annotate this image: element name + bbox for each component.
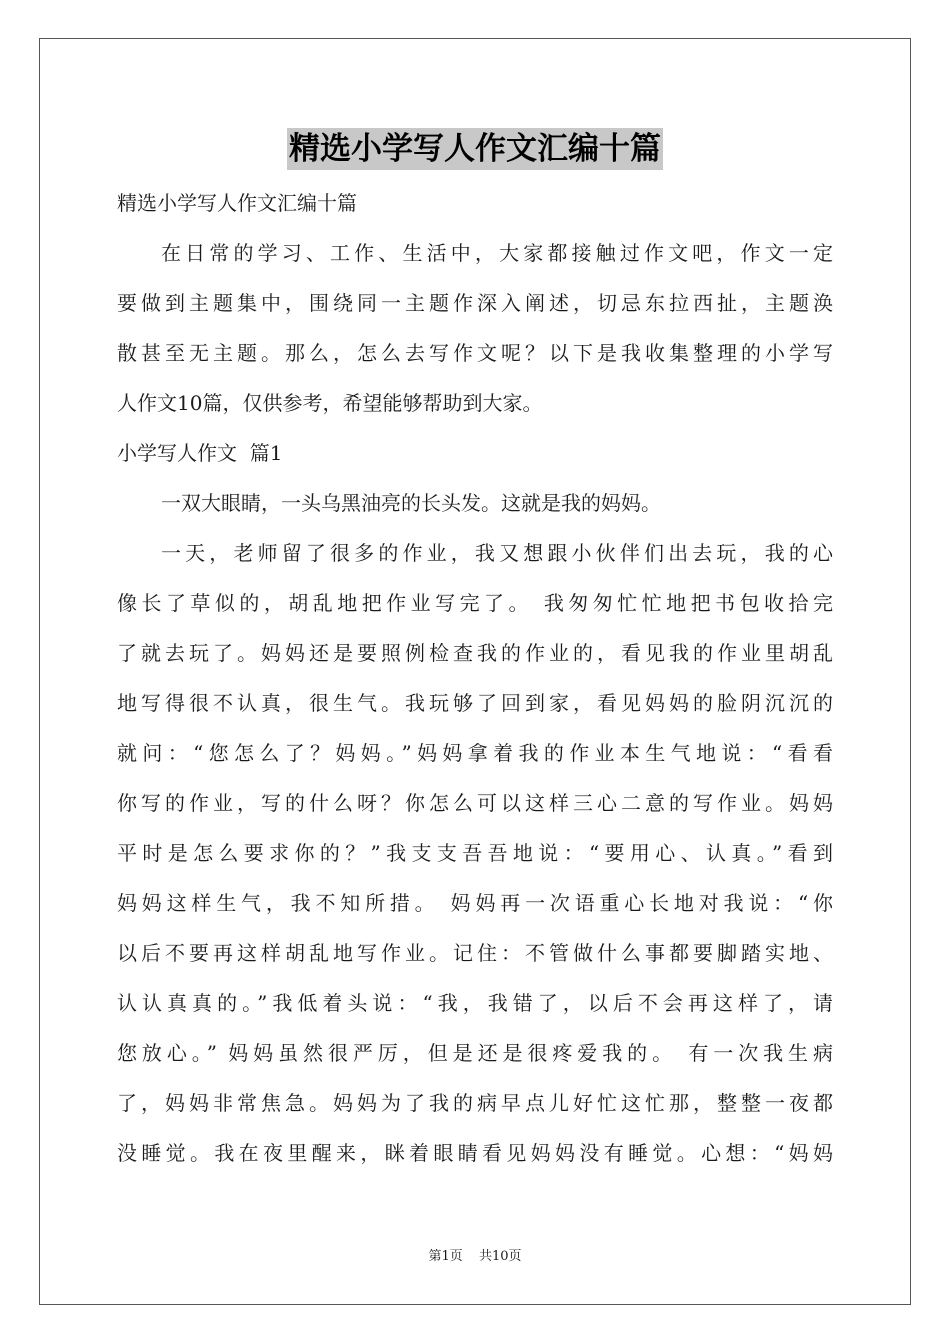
paragraph-line: 以后不要再这样胡乱地写作业。记住：不管做什么事都要脚踏实地、 bbox=[117, 941, 833, 965]
document-title: 精选小学写人作文汇编十篇 bbox=[287, 128, 663, 170]
paragraph-2 bbox=[117, 528, 833, 1178]
paragraph-line: 了就去玩了。妈妈还是要照例检查我的作业的，看见我的作业里胡乱 bbox=[117, 641, 833, 665]
paragraph-line: 像长了草似的，胡乱地把作业写完了。 我匆匆忙忙地把书包收拾完 bbox=[117, 591, 833, 615]
paragraph-line: 妈妈这样生气，我不知所措。 妈妈再一次语重心长地对我说：“你 bbox=[117, 891, 833, 915]
paragraph-1 bbox=[117, 478, 833, 528]
paragraph-line: 您放心。” 妈妈虽然很严厉，但是还是很疼爱我的。 有一次我生病 bbox=[117, 1041, 833, 1065]
intro-line: 要做到主题集中，围绕同一主题作深入阐述，切忌东拉西扯，主题涣 bbox=[117, 291, 833, 315]
title-container bbox=[0, 128, 950, 170]
section-heading: 小学写人作文 篇1 bbox=[117, 441, 283, 465]
page-total: 共10页 bbox=[478, 1249, 522, 1264]
paragraph-line: 没睡觉。我在夜里醒来，眯着眼睛看见妈妈没有睡觉。心想：“妈妈 bbox=[117, 1141, 833, 1165]
paragraph-line: 一双大眼睛，一头乌黑油亮的长头发。这就是我的妈妈。 bbox=[161, 491, 661, 515]
paragraph-line: 了，妈妈非常焦急。妈妈为了我的病早点儿好忙这忙那，整整一夜都 bbox=[117, 1091, 833, 1115]
document-body bbox=[117, 178, 833, 1178]
paragraph-line: 你写的作业，写的什么呀？你怎么可以这样三心二意的写作业。妈妈 bbox=[117, 791, 833, 815]
intro-line: 散甚至无主题。那么，怎么去写作文呢？以下是我收集整理的小学写 bbox=[117, 341, 833, 365]
paragraph-line: 平时是怎么要求你的？”我支支吾吾地说：“要用心、认真。”看到 bbox=[117, 841, 833, 865]
paragraph-line: 一天，老师留了很多的作业，我又想跟小伙伴们出去玩，我的心 bbox=[161, 541, 833, 565]
page-number: 第1页 bbox=[428, 1249, 463, 1264]
intro-paragraph bbox=[117, 228, 833, 428]
paragraph-line: 地写得很不认真，很生气。我玩够了回到家，看见妈妈的脸阴沉沉的 bbox=[117, 691, 833, 715]
page-footer bbox=[0, 1248, 950, 1266]
intro-line: 在日常的学习、工作、生活中，大家都接触过作文吧，作文一定 bbox=[161, 241, 833, 265]
intro-line: 人作文10篇，仅供参考，希望能够帮助到大家。 bbox=[117, 391, 543, 415]
paragraph-line: 就问：“您怎么了？妈妈。”妈妈拿着我的作业本生气地说：“看看 bbox=[117, 741, 833, 765]
paragraph-line: 认认真真的。”我低着头说：“我，我错了，以后不会再这样了，请 bbox=[117, 991, 833, 1015]
document-subtitle: 精选小学写人作文汇编十篇 bbox=[117, 191, 357, 215]
